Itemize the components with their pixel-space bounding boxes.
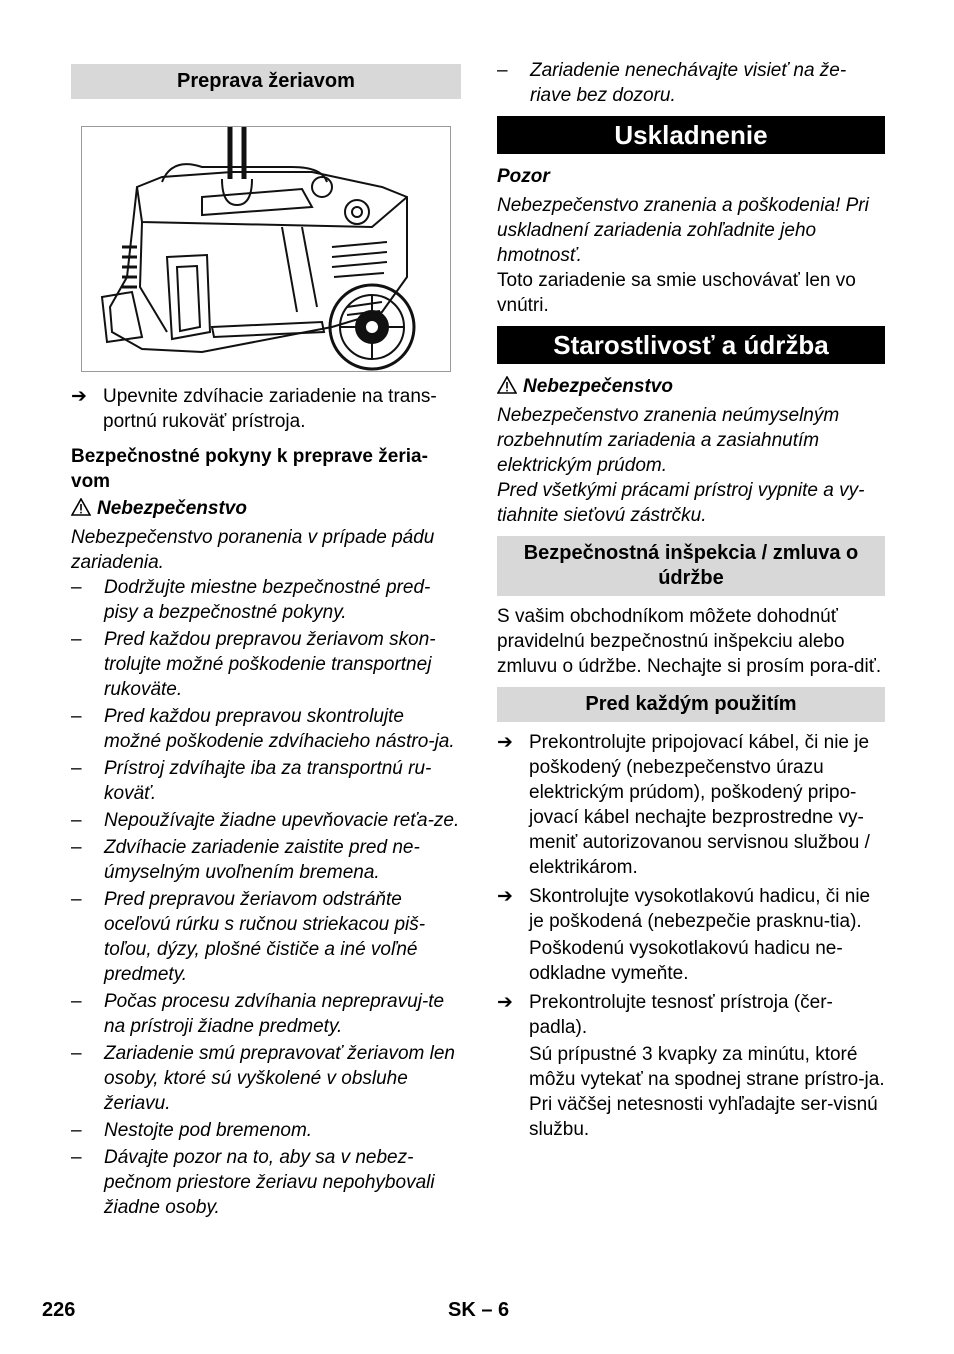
list-item: – Nepoužívajte žiadne upevňovacie reťa-ze. [71,810,460,831]
section-heading-crane-transport: Preprava žeriavom [71,64,461,99]
left-column [71,58,461,1222]
list-item: – Zariadenie smú prepravovať žeriavom len osoby, ktoré sú vyškolené v obsluhe žeriavu. [71,1043,455,1114]
step-note: Poškodenú vysokotlakovú hadicu ne-odkladne vymeňte. [529,938,843,984]
section-heading-storage: Uskladnenie [497,116,885,154]
step-note: Sú prípustné 3 kvapky za minútu, ktoré môžu vytekať na spodnej strane prístro-ja. Pri väčšej netesnosti vyhľadajte ser-visnú službu. [529,1044,885,1140]
list-item: – Pred prepravou žeriavom odstráňte oceľovú rúrku s ručnou striekacou piš-toľou, dýzy, plošné čističe a iné voľné predmety. [71,889,426,985]
before-use-steps [497,730,885,1142]
caution-label: Pozor [497,166,550,187]
list-item: – Dávajte pozor na to, aby sa v nebez-pečnom priestore žeriavu nepohybovali žiadne osoby. [71,1147,435,1218]
list-item: – Prístroj zdvíhajte iba za transportnú ru-koväť. [71,758,432,804]
arrow-right-icon: ➔ [497,992,513,1013]
right-column [497,58,885,1146]
arrow-right-icon: ➔ [497,732,513,753]
danger-text: Nebezpečenstvo zranenia neúmyselným rozbehnutím zariadenia a zasiahnutím elektrickým prúdom. [497,405,840,476]
section-heading-before-use: Pred každým použitím [497,687,885,722]
list-item: – Zariadenie nenechávajte visieť na že-riave bez dozoru. [497,60,847,106]
list-item: – Počas procesu zdvíhania neprepravuj-te na prístroji žiadne predmety. [71,991,445,1037]
arrow-right-icon: ➔ [497,886,513,907]
list-item: – Pred každou prepravou žeriavom skon-trolujte možné poškodenie transportnej rukoväte. [71,629,436,700]
step-item: ➔ Prekontrolujte pripojovací kábel, či nie je poškodený (nebezpečenstvo úrazu elektrickým prúdom), poškodený pripo-jovací kábel nechajte bezprostredne vy-meniť autorizovanou servisnou službou / elektrikárom. [497,732,870,878]
step-attach-lifting-device: ➔ Upevnite zdvíhacie zariadenie na trans-portnú rukoväť prístroja. [71,386,437,432]
list-item: – Nestojte pod bremenom. [71,1120,313,1141]
danger-label: Nebezpečenstvo [497,374,885,399]
danger-label: Nebezpečenstvo [71,496,461,521]
warning-triangle-icon [71,498,91,516]
safety-instructions-list [71,575,461,1220]
danger-text-2: Pred všetkými prácami prístroj vypnite a vy-tiahnite sieťovú zástrčku. [497,480,865,526]
list-item: – Dodržujte miestne bezpečnostné pred-pisy a bezpečnostné pokyny. [71,577,431,623]
list-item: – Zdvíhacie zariadenie zaistite pred ne-úmyselným uvoľnením bremena. [71,837,420,883]
section-heading-inspection: Bezpečnostná inšpekcia / zmluva o údržbe [497,536,885,596]
storage-text: Toto zariadenie sa smie uschovávať len vo vnútri. [497,270,856,316]
section-page-label: SK – 6 [448,1299,510,1321]
section-heading-care-maintenance: Starostlivosť a údržba [497,326,885,364]
crane-lift-illustration [81,126,451,372]
safety-instructions-heading: Bezpečnostné pokyny k preprave žeria-vom [71,446,428,492]
arrow-right-icon: ➔ [71,386,87,407]
step-item: ➔ Prekontrolujte tesnosť prístroja (čer-padla). Sú prípustné 3 kvapky za minútu, ktoré môžu vytekať na spodnej strane prístro-ja. Pri väčšej netesnosti vyhľadajte ser-visnú službu. [497,992,885,1140]
list-item: – Pred každou prepravou skontrolujte možné poškodenie zdvíhacieho nástro-ja. [71,706,455,752]
step-item: ➔ Skontrolujte vysokotlakovú hadicu, či nie je poškodená (nebezpečie prasknu-tia). Poškodenú vysokotlakovú hadicu ne-odkladne vymeňte. [497,884,885,986]
pressure-washer-crane-hook-drawing [82,127,450,371]
danger-text: Nebezpečenstvo poranenia v prípade pádu zariadenia. [71,527,435,573]
caution-text: Nebezpečenstvo zranenia a poškodenia! Pri uskladnení zariadenia zohľadnite jeho hmotnosť. [497,195,869,266]
page-number: 226 [42,1299,76,1321]
warning-triangle-icon [497,376,517,394]
inspection-text: S vašim obchodníkom môžete dohodnúť pravidelnú bezpečnostnú inšpekciu alebo zmluvu o údržbe. Nechajte si prosím pora-diť. [497,606,882,677]
